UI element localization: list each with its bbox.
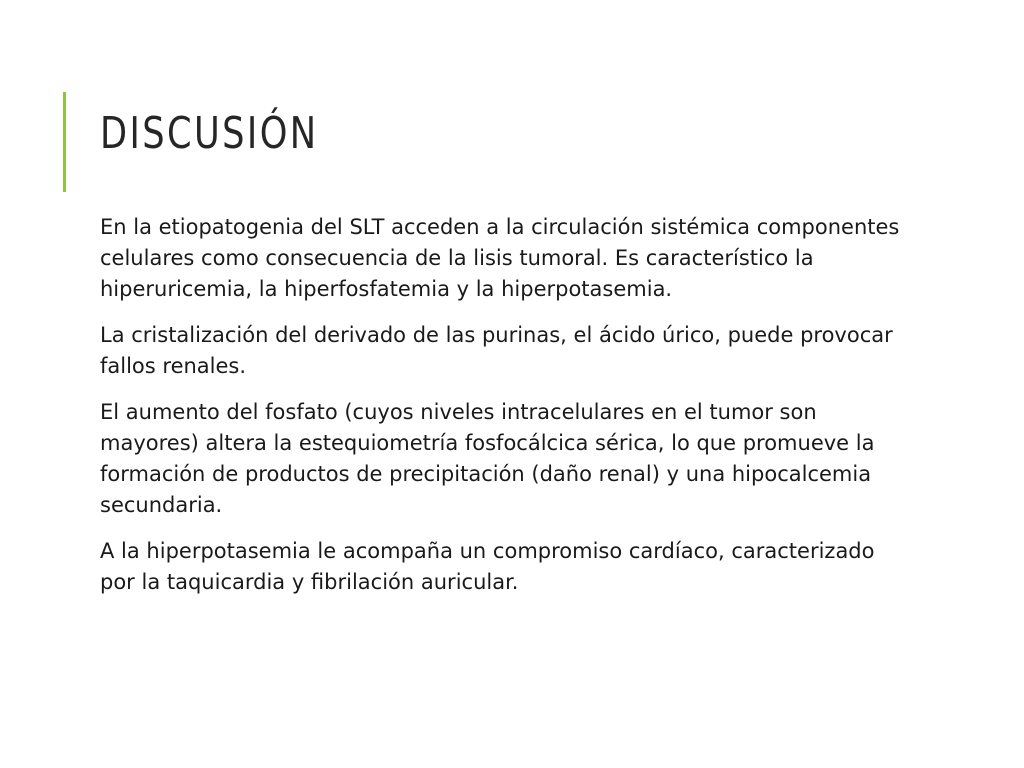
paragraph-2: La cristalización del derivado de las purinas, el ácido úrico, puede provocar fallos renales.	[100, 323, 893, 378]
paragraph-3: El aumento del fosfato (cuyos niveles intracelulares en el tumor son mayores) altera la estequiometría fosfocálcica sérica, lo que promueve la formación de productos de precipitación (daño renal) y una hipocalcemia secundaria.	[100, 400, 875, 517]
paragraph-1: En la etiopatogenia del SLT acceden a la circulación sistémica componentes celulares como consecuencia de la lisis tumoral. Es característico la hiperuricemia, la hiperfosfatemia y la hiperpotasemia.	[100, 215, 900, 301]
title-accent-bar	[63, 92, 66, 192]
slide-body	[100, 212, 900, 613]
paragraph-4: A la hiperpotasemia le acompaña un compromiso cardíaco, caracterizado por la taquicardia y fibrilación auricular.	[100, 539, 875, 594]
slide-title: DISCUSIÓN	[100, 108, 319, 159]
